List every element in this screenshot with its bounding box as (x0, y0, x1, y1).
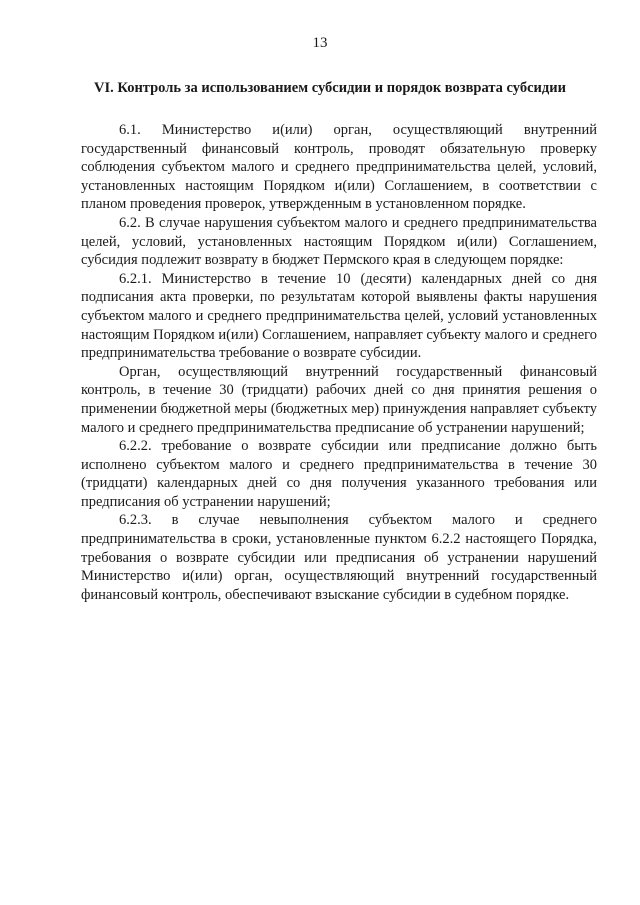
paragraph-6-2-3: 6.2.3. в случае невыполнения субъектом малого и среднего предпринимательства в сроки, установленные пунктом 6.2.2 настоящего Порядка, требования о возврате субсидии или предписания об устранении нарушений Министерство и(или) орган, осуществляющий внутренний государственный финансовый контроль, обеспечивают взыскание субсидии в судебном порядке. (81, 512, 597, 603)
paragraph-6-2: 6.2. В случае нарушения субъектом малого и среднего предпринимательства целей, условий, установленных настоящим Порядком и(или) Соглашением, субсидия подлежит возврату в бюджет Пермского края в следующем порядке: (81, 214, 597, 269)
page-number: 13 (312, 35, 328, 51)
paragraph-6-2-1-control-body: Орган, осуществляющий внутренний государственный финансовый контроль, в течение 30 (тридцати) рабочих дней со дня принятия решения о применении бюджетной меры (бюджетных мер) принуждения направляет субъекту малого и среднего предпринимательства предписание об устранении нарушений; (81, 363, 597, 436)
paragraph-6-2-1: 6.2.1. Министерство в течение 10 (десяти) календарных дней со дня подписания акта проверки, по результатам которой выявлены факты нарушения субъектом малого и среднего предпринимательства целей, условий установленных настоящим Порядком и(или) Соглашением, направляет субъекту малого и среднего предпринимательства требование о возврате субсидии. (81, 270, 597, 362)
section-title: VI. Контроль за использованием субсидии и порядок возврата субсидии (94, 80, 566, 96)
document-body (81, 121, 597, 604)
paragraph-6-1: 6.1. Министерство и(или) орган, осуществляющий внутренний государственный финансовый контроль, проводят обязательную проверку соблюдения субъектом малого и среднего предпринимательства целей, условий, установленных настоящим Порядком и(или) Соглашением, в соответствии с планом проведения проверок, утвержденным в установленном порядке. (81, 122, 597, 213)
paragraph-6-2-2: 6.2.2. требование о возврате субсидии или предписание должно быть исполнено субъектом малого и среднего предпринимательства в течение 30 (тридцати) календарных дней со дня получения указанного требования или предписания об устранении нарушений; (81, 438, 597, 510)
